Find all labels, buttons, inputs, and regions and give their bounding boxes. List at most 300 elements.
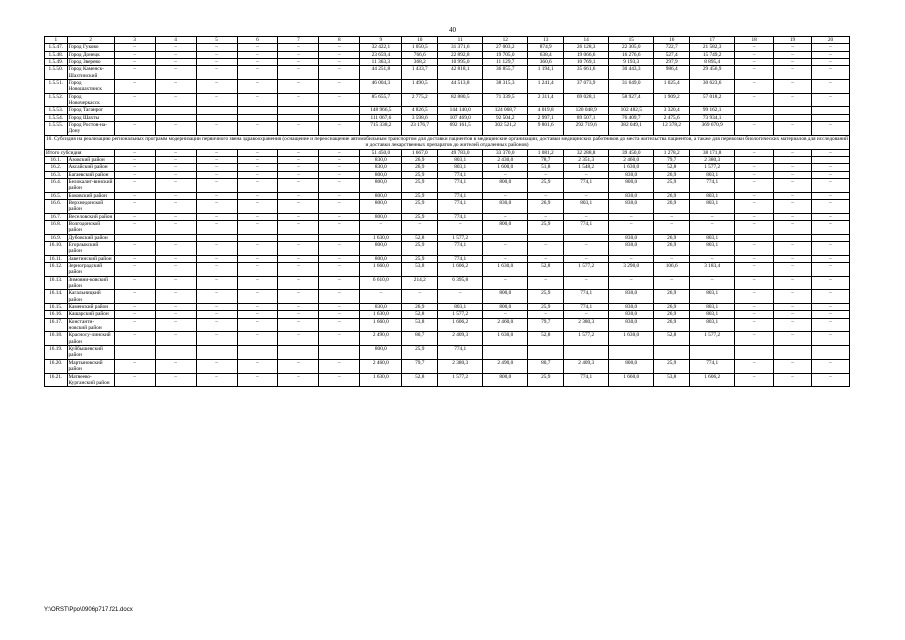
value-cell: – [735,199,774,213]
value-cell: 33 370,0 [483,149,528,156]
value-cell: – [402,290,438,304]
value-cell: 800,0 [483,290,528,304]
value-cell: 774,1 [564,220,609,234]
value-cell: – [319,66,360,80]
value-cell: – [811,93,849,107]
value-cell: – [319,318,360,332]
value-cell: 1 050,5 [402,44,438,51]
value-cell: – [483,171,528,178]
value-cell: 4 826,5 [402,107,438,114]
value-cell: 25,9 [402,192,438,199]
value-cell: – [735,164,774,171]
value-cell: – [564,241,609,255]
value-cell: 722,7 [654,44,690,51]
section-title: 16. Субсидия на реализацию региональных программ модернизации первичного звена здравоохранения (оснащение и переоснащение автомобильным транспортом для доставки пациентов в медицинские организации, доставки медицинских работников до места жительства пациентов, а также для перевозки биологических материалов для исследований и доставки лекарственных препаратов до жителей отдаленных районов) [46,135,848,149]
value-cell: – [155,241,196,255]
value-cell: – [278,304,319,311]
value-cell: – [774,199,812,213]
value-cell: – [237,220,278,234]
value-cell: – [196,156,237,163]
value-cell: – [735,51,774,58]
value-cell: – [811,59,849,66]
value-cell: – [196,276,237,290]
value-cell: – [690,276,735,290]
table-row [45,44,850,51]
value-cell: 800,0 [360,255,402,262]
value-cell: – [237,199,278,213]
row-number-cell: 16.19. [45,346,68,360]
value-cell: 803,1 [690,234,735,241]
value-cell: – [155,149,196,156]
table-row [45,311,850,318]
value-cell: – [774,80,812,94]
value-cell: – [811,290,849,304]
value-cell: – [278,373,319,387]
value-cell: 79,7 [654,156,690,163]
value-cell: – [360,220,402,234]
value-cell: 89 507,1 [564,114,609,121]
value-cell: – [155,359,196,373]
value-cell [811,234,849,241]
value-cell: 25,9 [402,199,438,213]
value-cell: – [196,44,237,51]
header-cell: 7 [278,37,319,44]
value-cell: 774,1 [690,359,735,373]
value-cell: – [196,304,237,311]
table-row [45,346,850,360]
value-cell: – [114,66,155,80]
value-cell: – [114,213,155,220]
header-cell: 20 [811,37,849,44]
value-cell: – [278,66,319,80]
value-cell: 10 769,1 [564,59,609,66]
value-cell: 26,9 [654,304,690,311]
header-cell: 1 [45,37,68,44]
header-cell: 18 [735,37,774,44]
value-cell [319,114,360,121]
value-cell: 803,1 [690,311,735,318]
value-cell: – [155,213,196,220]
table-row [45,178,850,192]
value-cell: – [155,164,196,171]
value-cell: – [114,359,155,373]
value-cell: 120 048,9 [564,107,609,114]
table-row [45,66,850,80]
value-cell: 52,8 [654,332,690,346]
value-cell: 21 582,3 [690,44,735,51]
value-cell: 53,8 [402,263,438,277]
value-cell: – [114,80,155,94]
value-cell [811,346,849,360]
value-cell: 2 409,3 [438,332,483,346]
value-cell: – [114,290,155,304]
value-cell: 25,9 [528,220,564,234]
value-cell: – [237,44,278,51]
row-label-cell: Волгодонской район [67,220,114,234]
value-cell: – [735,220,774,234]
value-cell: – [319,304,360,311]
value-cell: 26,9 [402,304,438,311]
value-cell [735,234,774,241]
value-cell: 800,0 [483,373,528,387]
value-cell: 800,0 [360,241,402,255]
value-cell: 2 460,0 [609,156,654,163]
value-cell: – [237,373,278,387]
value-cell: – [114,241,155,255]
value-cell: – [774,318,812,332]
value-cell [278,114,319,121]
value-cell: – [735,332,774,346]
row-label-cell: Аксайский район [67,164,114,171]
value-cell: 1 577,2 [690,164,735,171]
value-cell: 51,8 [528,164,564,171]
value-cell: 830,0 [609,290,654,304]
value-cell: 46 004,3 [360,80,402,94]
table-row [45,213,850,220]
value-cell: 25,9 [402,241,438,255]
value-cell: 830,0 [483,199,528,213]
value-cell: – [196,171,237,178]
value-cell: 1 081,2 [528,149,564,156]
value-cell: – [237,66,278,80]
value-cell: 22 305,0 [609,44,654,51]
table-row [45,234,850,241]
value-cell: – [319,199,360,213]
row-number-cell: 16.20. [45,359,68,373]
value-cell: – [278,192,319,199]
row-label-cell: Константи-новский район [67,318,114,332]
value-cell: – [774,311,812,318]
value-cell: 2 380,3 [690,156,735,163]
value-cell: 1 025,4 [654,80,690,94]
value-cell: – [654,255,690,262]
value-cell: 52,8 [402,311,438,318]
value-cell: 38 171,8 [690,149,735,156]
value-cell: – [402,220,438,234]
value-cell: 830,0 [609,199,654,213]
row-number-cell: 16.2. [45,164,68,171]
row-label-cell: Верхнедонской район [67,199,114,213]
value-cell: 19 705,0 [483,51,528,58]
row-number-cell: 1.5.50. [45,66,68,80]
value-cell: – [774,263,812,277]
value-cell: – [196,359,237,373]
value-cell: – [196,59,237,66]
value-cell: – [237,122,278,136]
value-cell: 52,8 [528,263,564,277]
value-cell: – [237,304,278,311]
value-cell: 800,0 [609,178,654,192]
row-label-cell: Багаевский район [67,171,114,178]
table-row [45,290,850,304]
value-cell: 26 128,3 [564,44,609,51]
value-cell [735,114,774,121]
section-title-row [45,135,850,149]
value-cell: – [735,122,774,136]
value-cell: – [319,220,360,234]
value-cell: – [319,80,360,94]
value-cell [278,346,319,360]
value-cell: 37 073,9 [564,80,609,94]
value-cell: 25,9 [528,290,564,304]
value-cell: 30 623,6 [690,80,735,94]
header-cell: 11 [438,37,483,44]
value-cell: – [114,332,155,346]
row-label-cell: Город Новочеркасск [67,93,114,107]
value-cell: – [319,178,360,192]
value-cell: 774,1 [438,346,483,360]
value-cell: 1 630,0 [360,311,402,318]
value-cell: – [114,93,155,107]
value-cell: 2 460,0 [360,359,402,373]
value-cell: 214,2 [402,276,438,290]
value-cell: – [735,93,774,107]
value-cell: – [319,122,360,136]
value-cell: – [237,51,278,58]
value-cell: 1 667,0 [402,149,438,156]
value-cell: 26,9 [528,199,564,213]
value-cell: – [114,199,155,213]
row-number-cell: 16.14. [45,290,68,304]
value-cell: – [774,66,812,80]
value-cell: 6 610,0 [360,276,402,290]
value-cell: – [774,59,812,66]
value-cell: – [483,311,528,318]
value-cell: 1 630,0 [609,164,654,171]
value-cell: – [278,318,319,332]
value-cell: 1 660,0 [360,318,402,332]
value-cell: – [278,171,319,178]
table-row [45,114,850,121]
row-label-cell: Белокалит-винский район [68,178,113,192]
value-cell: 9 193,3 [609,59,654,66]
value-cell: 35 661,6 [564,66,609,80]
value-cell: – [196,178,237,192]
value-cell: – [114,192,155,199]
value-cell: 25,9 [528,304,564,311]
value-cell: – [237,359,278,373]
value-cell: 803,1 [438,304,483,311]
value-cell: – [196,149,237,156]
value-cell: 25,9 [654,178,690,192]
value-cell: – [609,276,654,290]
table-row [45,318,850,332]
value-cell: – [735,318,774,332]
value-cell: – [196,213,237,220]
value-cell: 2 775,2 [402,93,438,107]
value-cell: 830,0 [360,156,402,163]
value-cell: – [237,318,278,332]
value-cell: – [155,192,196,199]
value-cell: 82 880,5 [438,93,483,107]
value-cell: 1 660,0 [360,263,402,277]
value-cell: – [319,311,360,318]
value-cell: – [735,192,774,199]
value-cell: – [735,290,774,304]
value-cell: 25,9 [402,255,438,262]
value-cell: 1 606,2 [438,263,483,277]
value-cell: 800,0 [483,220,528,234]
value-cell: 26,9 [654,318,690,332]
table-row [45,171,850,178]
value-cell: 830,0 [609,318,654,332]
value-cell: – [319,255,360,262]
value-cell: – [483,276,528,290]
value-cell: – [811,51,849,58]
value-cell: – [735,311,774,318]
value-cell: 23 176,7 [402,122,438,136]
value-cell [278,234,319,241]
value-cell: – [811,220,849,234]
value-cell: 31 371,6 [438,44,483,51]
value-cell: 1 577,2 [564,263,609,277]
value-cell: – [774,241,812,255]
value-cell: 148 966,5 [360,107,402,114]
value-cell: – [774,44,812,51]
row-number-cell: 1.5.49. [45,59,68,66]
value-cell: 1 630,0 [360,373,402,387]
table-row [45,51,850,58]
value-cell: – [528,311,564,318]
value-cell: – [811,255,849,262]
value-cell: 830,0 [609,304,654,311]
value-cell: – [811,332,849,346]
value-cell [774,114,812,121]
value-cell: 25,9 [402,346,438,360]
value-cell [114,346,155,360]
total-label: Итого субсидия [45,149,115,156]
value-cell: – [609,220,654,234]
value-cell: 42 818,1 [438,66,483,80]
value-cell: – [811,213,849,220]
value-cell: 2 460,0 [483,318,528,332]
value-cell: 2 475,6 [654,114,690,121]
value-cell: 15 749,2 [690,51,735,58]
value-cell: 144 140,0 [438,107,483,114]
value-cell: – [319,359,360,373]
value-cell: 774,1 [564,373,609,387]
value-cell: 1 630,0 [360,234,402,241]
value-cell: – [564,171,609,178]
header-cell: 15 [609,37,654,44]
table-row [45,93,850,107]
row-label-cell: Матвеево-Курганский район [67,373,114,387]
value-cell: – [690,213,735,220]
total-row [45,149,850,156]
value-cell: 79,7 [402,359,438,373]
value-cell: 292 719,6 [564,122,609,136]
value-cell: 803,1 [564,199,609,213]
value-cell: 382 049,1 [609,122,654,136]
value-cell: 36 855,7 [483,66,528,80]
value-cell: 2 997,1 [528,114,564,121]
value-cell: – [155,290,196,304]
value-cell: – [735,44,774,51]
value-cell: 26,9 [654,199,690,213]
row-number-cell: 16.21. [45,373,68,387]
value-cell: 1 577,2 [438,234,483,241]
value-cell: – [654,220,690,234]
value-cell: – [528,171,564,178]
value-cell: 803,1 [690,304,735,311]
value-cell: – [319,373,360,387]
value-cell [735,107,774,114]
header-row [45,37,850,44]
row-label-cell: Егорлыкский район [67,241,114,255]
value-cell: – [735,66,774,80]
value-cell: – [237,171,278,178]
row-label-cell: Куйбышевский район [67,346,114,360]
value-cell: 803,1 [438,156,483,163]
table-row [45,276,850,290]
value-cell: – [155,304,196,311]
value-cell: 51 450,0 [360,149,402,156]
value-cell: – [155,44,196,51]
row-label-cell: Город Ростов-на-Дону [67,122,114,136]
value-cell: 803,1 [690,290,735,304]
value-cell: 1 577,2 [690,332,735,346]
value-cell: – [319,156,360,163]
value-cell: 4 019,8 [528,107,564,114]
value-cell: – [774,178,812,192]
value-cell: 76 409,7 [609,114,654,121]
row-number-cell: 1.5.55. [45,122,68,136]
value-cell: – [811,373,849,387]
value-cell: – [774,192,812,199]
value-cell: 803,1 [690,192,735,199]
value-cell: – [811,304,849,311]
value-cell: 368,2 [402,59,438,66]
table-row [45,80,850,94]
value-cell: – [237,80,278,94]
table-row [45,373,850,387]
value-cell: – [114,156,155,163]
value-cell: – [735,304,774,311]
value-cell: – [114,318,155,332]
row-label-cell: Красносу-линский район [67,332,114,346]
value-cell [155,234,196,241]
row-number-cell: 16.11. [45,255,68,262]
row-number-cell: 16.3. [45,171,68,178]
value-cell: 2 311,4 [528,93,564,107]
row-label-cell: Каменский район [67,304,114,311]
value-cell: 2 380,3 [564,318,609,332]
value-cell: 30 443,3 [609,66,654,80]
value-cell: – [196,373,237,387]
table-row [45,122,850,136]
value-cell: – [319,149,360,156]
value-cell: 25,9 [528,373,564,387]
value-cell: – [237,255,278,262]
value-cell: – [237,149,278,156]
value-cell: – [237,213,278,220]
value-cell: – [196,290,237,304]
value-cell: 800,0 [360,178,402,192]
value-cell [690,346,735,360]
value-cell [483,346,528,360]
table-row [45,304,850,311]
value-cell: 69 028,1 [564,93,609,107]
row-number-cell: 16.4. [45,178,68,192]
value-cell [319,234,360,241]
row-number-cell: 16.16. [45,311,68,318]
value-cell: 360,6 [528,59,564,66]
value-cell: 1 433,7 [402,66,438,80]
value-cell: – [774,290,812,304]
value-cell: 1 660,0 [609,373,654,387]
value-cell: – [774,149,812,156]
value-cell: – [774,164,812,171]
